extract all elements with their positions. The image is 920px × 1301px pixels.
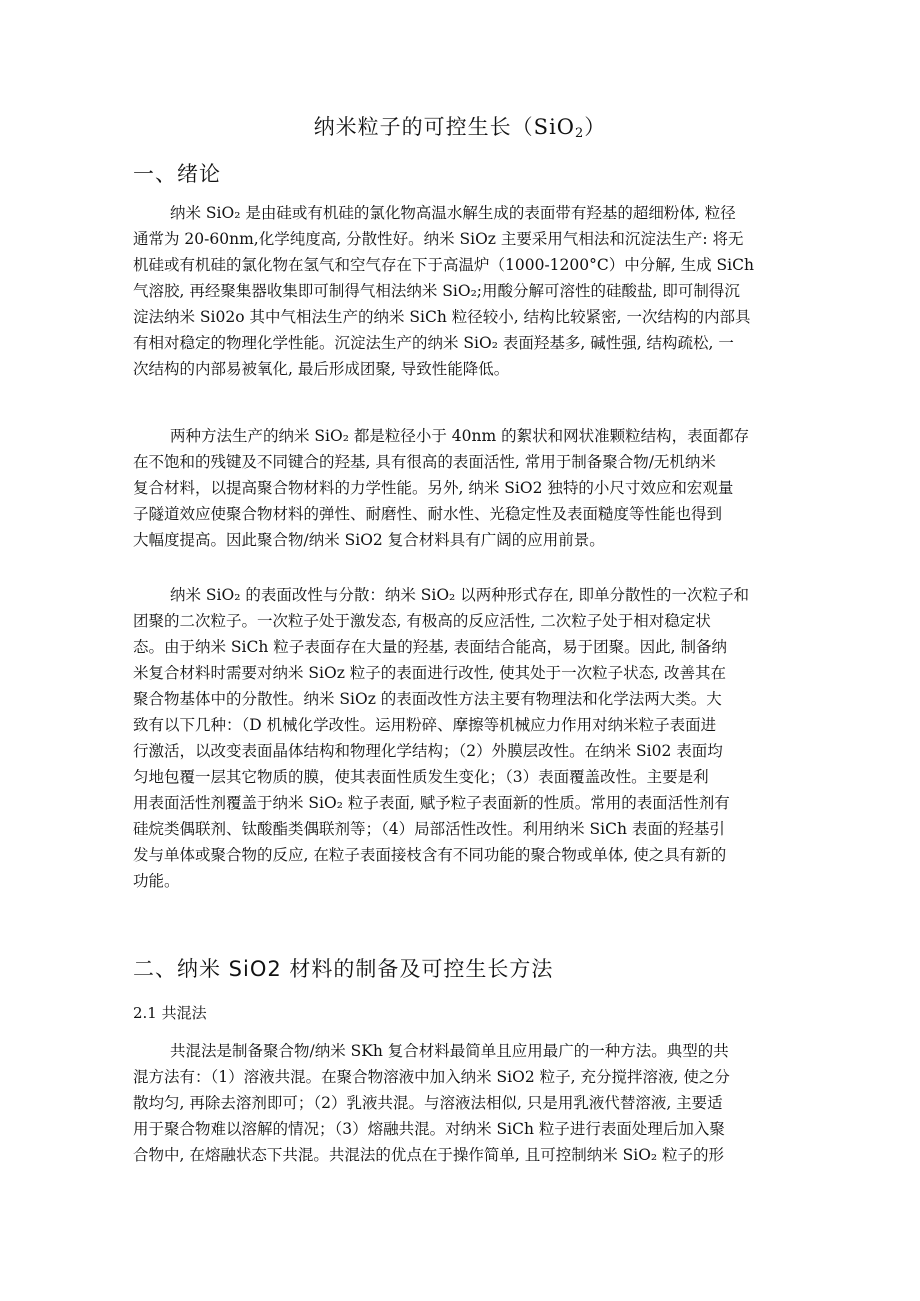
text-line: 淀法纳米 Si02o 其中气相法生产的纳米 SiCh 粒径较小, 结构比较紧密, 一次结构的内部具 <box>133 308 751 326</box>
text-line: 共混法是制备聚合物/纳米 SKh 复合材料最简单且应用最广的一种方法。典型的共 <box>170 1042 729 1060</box>
text-line: 气溶胶, 再经聚集器收集即可制得气相法纳米 SiO₂;用酸分解可溶性的硅酸盐, 即可制得沉 <box>133 282 740 300</box>
text-line: 散均匀, 再除去溶剂即可；（2）乳液共混。与溶液法相似, 只是用乳液代替溶液, 主要适 <box>133 1094 723 1112</box>
title-close: ） <box>584 115 607 139</box>
paragraph-intro-1 <box>133 200 791 382</box>
subsection-heading-blending: 2.1 共混法 <box>133 1004 207 1022</box>
text-line: 用于聚合物难以溶解的情况；（3）熔融共混。对纳米 SiCh 粒子进行表面处理后加入聚 <box>133 1120 725 1138</box>
text-line: 纳米 SiO₂ 的表面改性与分散：纳米 SiO₂ 以两种形式存在, 即单分散性的一次粒子和 <box>170 586 750 604</box>
paragraph-intro-2 <box>133 423 791 553</box>
title-text: 纳米粒子的可控生长（SiO <box>313 115 576 139</box>
text-line: 通常为 20-60nm,化学纯度高, 分散性好。纳米 SiOz 主要采用气相法和沉淀法生产: 将无 <box>133 230 744 248</box>
text-line: 聚合物基体中的分散性。纳米 SiOz 的表面改性方法主要有物理法和化学法两大类。大 <box>133 690 722 708</box>
text-line: 米复合材料时需要对纳米 SiOz 粒子的表面进行改性, 使其处于一次粒子状态, 改善其在 <box>133 664 727 682</box>
text-line: 硅烷类偶联剂、钛酸酯类偶联剂等；（4）局部活性改性。利用纳米 SiCh 表面的羟基引 <box>133 820 725 838</box>
text-line: 行激活，以改变表面晶体结构和物理化学结构；（2）外膜层改性。在纳米 Si02 表面均 <box>133 742 723 760</box>
text-line: 两种方法生产的纳米 SiO₂ 都是粒径小于 40nm 的絮状和网状准颗粒结构，表面都存 <box>170 427 750 445</box>
text-line: 致有以下几种：（D 机械化学改性。运用粉碎、摩擦等机械应力作用对纳米粒子表面进 <box>133 716 717 734</box>
text-line: 混方法有：（1）溶液共混。在聚合物溶液中加入纳米 SiO2 粒子, 充分搅拌溶液, 使之分 <box>133 1068 730 1086</box>
text-line: 大幅度提高。因此聚合物/纳米 SiO2 复合材料具有广阔的应用前景。 <box>133 531 605 549</box>
text-line: 用表面活性剂覆盖于纳米 SiO₂ 粒子表面, 赋予粒子表面新的性质。常用的表面活性剂有 <box>133 794 730 812</box>
text-line: 复合材料，以提高聚合物材料的力学性能。另外, 纳米 SiO2 独特的小尺寸效应和宏观量 <box>133 479 734 497</box>
text-line: 子隧道效应使聚合物材料的弹性、耐磨性、耐水性、光稳定性及表面糙度等性能也得到 <box>133 505 723 523</box>
paragraph-blending <box>133 1038 791 1168</box>
text-line: 团聚的二次粒子。一次粒子处于激发态, 有极高的反应活性, 二次粒子处于相对稳定状 <box>133 612 711 630</box>
text-line: 功能。 <box>133 872 180 890</box>
text-line: 合物中, 在熔融状态下共混。共混法的优点在于操作简单, 且可控制纳米 SiO₂ 粒子的形 <box>133 1146 725 1164</box>
text-line: 在不饱和的残键及不同键合的羟基, 具有很高的表面活性, 常用于制备聚合物/无机纳米 <box>133 453 716 471</box>
section-heading-introduction: 一、绪论 <box>133 162 221 186</box>
paragraph-intro-3 <box>133 582 791 894</box>
text-line: 匀地包覆一层其它物质的膜，使其表面性质发生变化；（3）表面覆盖改性。主要是利 <box>133 768 709 786</box>
text-line: 发与单体或聚合物的反应, 在粒子表面接枝含有不同功能的聚合物或单体, 使之具有新的 <box>133 846 727 864</box>
text-line: 机硅或有机硅的氯化物在氢气和空气存在下于高温炉（1000-1200°C）中分解, 生成 SiCh <box>133 256 754 274</box>
text-line: 态。由于纳米 SiCh 粒子表面存在大量的羟基, 表面结合能高，易于团聚。因此, 制备纳 <box>133 638 727 656</box>
text-line: 次结构的内部易被氧化, 最后形成团聚, 导致性能降低。 <box>133 360 510 378</box>
title-subscript: 2 <box>575 126 585 141</box>
text-line: 纳米 SiO₂ 是由硅或有机硅的氯化物高温水解生成的表面带有羟基的超细粉体, 粒径 <box>170 204 736 222</box>
document-title <box>0 113 920 141</box>
text-line: 有相对稳定的物理化学性能。沉淀法生产的纳米 SiO₂ 表面羟基多, 碱性强, 结构疏松, 一 <box>133 334 734 352</box>
section-heading-preparation: 二、纳米 SiO2 材料的制备及可控生长方法 <box>133 957 554 981</box>
